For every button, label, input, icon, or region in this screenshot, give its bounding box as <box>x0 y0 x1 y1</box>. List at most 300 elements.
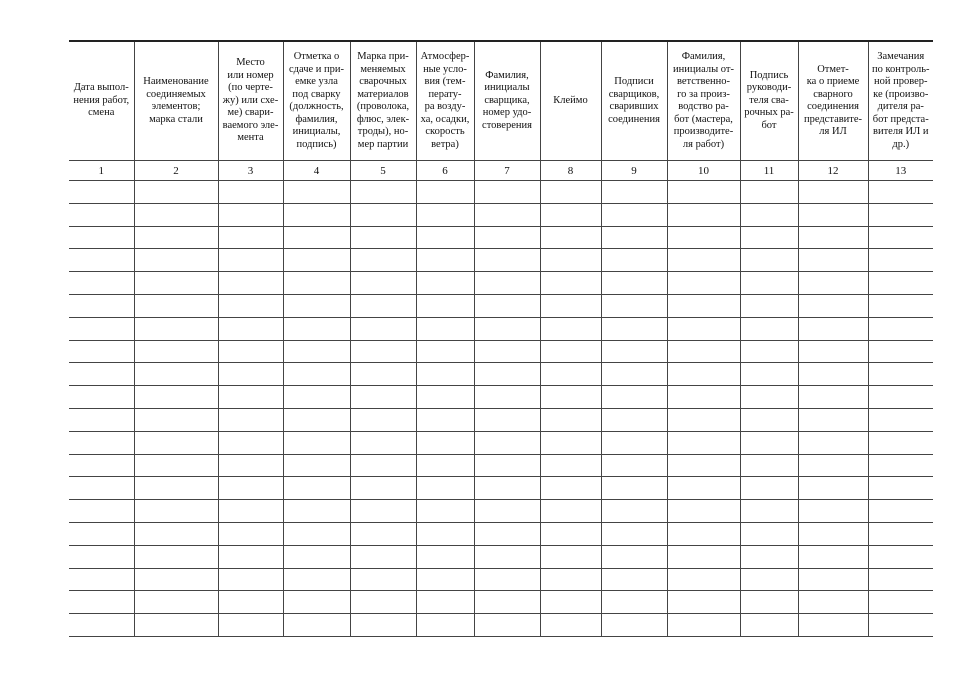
table-cell <box>134 431 218 454</box>
table-cell <box>667 522 740 545</box>
table-cell <box>601 545 667 568</box>
table-cell <box>69 386 134 409</box>
table-cell <box>798 568 868 591</box>
table-row <box>69 591 933 614</box>
table-cell <box>134 340 218 363</box>
table-row <box>69 386 933 409</box>
table-cell <box>134 408 218 431</box>
table-cell <box>416 340 474 363</box>
table-cell <box>601 522 667 545</box>
table-cell <box>283 522 350 545</box>
table-cell <box>667 386 740 409</box>
column-number: 2 <box>134 161 218 181</box>
column-header-text: Марка при- меняемых сварочных материалов (проволока, флюс, элек- троды), но- мер партии <box>356 51 410 150</box>
table-cell <box>218 363 283 386</box>
table-cell <box>283 614 350 637</box>
column-header-remarks <box>868 41 933 161</box>
table-cell <box>540 568 601 591</box>
table-cell <box>667 340 740 363</box>
table-cell <box>540 454 601 477</box>
table-cell <box>540 431 601 454</box>
table-cell <box>667 591 740 614</box>
table-cell <box>540 363 601 386</box>
table-cell <box>69 294 134 317</box>
table-cell <box>740 477 798 500</box>
journal-body <box>69 181 933 637</box>
table-cell <box>868 408 933 431</box>
table-cell <box>416 386 474 409</box>
table-cell <box>740 386 798 409</box>
table-cell <box>69 203 134 226</box>
table-cell <box>601 477 667 500</box>
table-cell <box>868 226 933 249</box>
table-cell <box>283 249 350 272</box>
table-cell <box>667 294 740 317</box>
table-cell <box>868 614 933 637</box>
table-cell <box>798 408 868 431</box>
column-header-acceptance-mark <box>283 41 350 161</box>
table-cell <box>667 272 740 295</box>
table-cell <box>350 249 416 272</box>
table-cell <box>218 522 283 545</box>
table-cell <box>283 340 350 363</box>
table-cell <box>350 408 416 431</box>
table-row <box>69 226 933 249</box>
table-cell <box>474 317 540 340</box>
table-cell <box>350 294 416 317</box>
table-cell <box>868 340 933 363</box>
column-header-welder-signatures <box>601 41 667 161</box>
column-header-text: Фамилия, инициалы от- ветственно- го за произ- водство ра- бот (мастера, производите- ля работ) <box>673 51 734 150</box>
table-cell <box>540 614 601 637</box>
table-cell <box>868 386 933 409</box>
table-cell <box>350 317 416 340</box>
column-number-row <box>69 161 933 181</box>
table-cell <box>283 317 350 340</box>
table-cell <box>868 272 933 295</box>
table-cell <box>350 431 416 454</box>
table-cell <box>601 431 667 454</box>
table-cell <box>740 272 798 295</box>
table-cell <box>667 317 740 340</box>
table-cell <box>134 522 218 545</box>
table-cell <box>540 294 601 317</box>
table-cell <box>601 408 667 431</box>
table-cell <box>868 363 933 386</box>
table-cell <box>740 591 798 614</box>
table-cell <box>350 272 416 295</box>
table-cell <box>218 386 283 409</box>
table-cell <box>667 363 740 386</box>
table-cell <box>134 477 218 500</box>
table-cell <box>601 249 667 272</box>
table-row <box>69 363 933 386</box>
table-cell <box>601 294 667 317</box>
column-header-text: Подпись руководи- теля сва- рочных ра- бот <box>744 69 794 131</box>
table-row <box>69 294 933 317</box>
table-cell <box>540 500 601 523</box>
table-cell <box>69 545 134 568</box>
table-cell <box>540 181 601 204</box>
table-row <box>69 272 933 295</box>
column-number: 13 <box>868 161 933 181</box>
table-cell <box>474 181 540 204</box>
column-number: 10 <box>667 161 740 181</box>
table-row <box>69 454 933 477</box>
column-header-text: Атмосфер- ные усло- вия (тем- перату- ра возду- ха, осадки, скорость ветра) <box>420 51 470 150</box>
table-cell <box>134 454 218 477</box>
table-cell <box>69 272 134 295</box>
column-number: 11 <box>740 161 798 181</box>
table-cell <box>416 500 474 523</box>
table-cell <box>667 454 740 477</box>
table-cell <box>868 568 933 591</box>
table-cell <box>283 431 350 454</box>
table-cell <box>416 454 474 477</box>
table-cell <box>69 363 134 386</box>
table-cell <box>283 181 350 204</box>
table-cell <box>667 431 740 454</box>
table-cell <box>69 568 134 591</box>
table-cell <box>798 181 868 204</box>
table-cell <box>740 568 798 591</box>
table-cell <box>218 614 283 637</box>
table-cell <box>350 226 416 249</box>
table-cell <box>601 500 667 523</box>
table-cell <box>474 454 540 477</box>
table-cell <box>69 477 134 500</box>
table-cell <box>218 272 283 295</box>
table-cell <box>798 203 868 226</box>
column-header-date <box>69 41 134 161</box>
table-cell <box>283 568 350 591</box>
table-cell <box>69 408 134 431</box>
table-cell <box>69 454 134 477</box>
column-header-text: Дата выпол- нения работ, смена <box>73 82 130 119</box>
table-row <box>69 340 933 363</box>
table-cell <box>540 477 601 500</box>
table-cell <box>218 568 283 591</box>
table-cell <box>283 545 350 568</box>
table-cell <box>667 568 740 591</box>
table-cell <box>134 181 218 204</box>
table-cell <box>218 226 283 249</box>
table-cell <box>667 181 740 204</box>
table-cell <box>283 363 350 386</box>
table-cell <box>540 340 601 363</box>
table-cell <box>416 203 474 226</box>
table-cell <box>667 408 740 431</box>
table-cell <box>69 340 134 363</box>
table-cell <box>416 226 474 249</box>
table-cell <box>474 203 540 226</box>
table-cell <box>798 272 868 295</box>
column-header-elements <box>134 41 218 161</box>
table-cell <box>667 249 740 272</box>
table-cell <box>740 203 798 226</box>
table-cell <box>740 226 798 249</box>
table-cell <box>667 226 740 249</box>
table-cell <box>134 317 218 340</box>
column-header-responsible <box>667 41 740 161</box>
table-cell <box>283 226 350 249</box>
table-cell <box>540 591 601 614</box>
table-cell <box>540 203 601 226</box>
table-cell <box>601 591 667 614</box>
table-cell <box>416 545 474 568</box>
table-cell <box>69 500 134 523</box>
column-header-text: Замечания по контроль- ной провер- ке (произво- дителя ра- бот предста- вителя ИЛ и др.) <box>871 51 930 150</box>
table-cell <box>416 614 474 637</box>
table-cell <box>416 363 474 386</box>
column-number: 12 <box>798 161 868 181</box>
table-cell <box>740 340 798 363</box>
table-cell <box>601 386 667 409</box>
table-cell <box>740 363 798 386</box>
table-cell <box>218 591 283 614</box>
table-cell <box>868 203 933 226</box>
table-cell <box>416 249 474 272</box>
table-cell <box>69 181 134 204</box>
table-cell <box>134 226 218 249</box>
table-cell <box>474 431 540 454</box>
table-cell <box>134 614 218 637</box>
table-cell <box>601 454 667 477</box>
column-header-weather <box>416 41 474 161</box>
column-number: 6 <box>416 161 474 181</box>
table-cell <box>798 545 868 568</box>
column-header-text: Клеймо <box>553 94 588 106</box>
table-cell <box>218 431 283 454</box>
table-cell <box>740 545 798 568</box>
table-cell <box>740 454 798 477</box>
table-cell <box>474 614 540 637</box>
column-number: 9 <box>601 161 667 181</box>
table-cell <box>218 203 283 226</box>
table-cell <box>798 363 868 386</box>
table-cell <box>667 477 740 500</box>
table-cell <box>283 272 350 295</box>
table-cell <box>667 500 740 523</box>
column-header-lab-acceptance <box>798 41 868 161</box>
table-cell <box>69 317 134 340</box>
table-cell <box>868 522 933 545</box>
table-cell <box>218 454 283 477</box>
column-header-stamp <box>540 41 601 161</box>
table-cell <box>868 500 933 523</box>
table-cell <box>416 568 474 591</box>
table-cell <box>740 181 798 204</box>
table-cell <box>798 454 868 477</box>
table-cell <box>601 181 667 204</box>
table-row <box>69 203 933 226</box>
table-cell <box>350 477 416 500</box>
table-cell <box>601 363 667 386</box>
table-cell <box>601 614 667 637</box>
table-cell <box>350 568 416 591</box>
table-cell <box>283 203 350 226</box>
column-number: 5 <box>350 161 416 181</box>
column-number: 3 <box>218 161 283 181</box>
table-cell <box>134 363 218 386</box>
table-cell <box>740 522 798 545</box>
table-cell <box>350 454 416 477</box>
table-cell <box>868 249 933 272</box>
table-cell <box>540 522 601 545</box>
table-cell <box>350 363 416 386</box>
table-cell <box>868 181 933 204</box>
table-row <box>69 477 933 500</box>
table-cell <box>283 386 350 409</box>
table-cell <box>416 408 474 431</box>
table-cell <box>134 272 218 295</box>
table-cell <box>69 591 134 614</box>
table-cell <box>667 203 740 226</box>
table-cell <box>134 386 218 409</box>
table-cell <box>474 522 540 545</box>
table-cell <box>218 294 283 317</box>
table-cell <box>416 477 474 500</box>
table-cell <box>474 294 540 317</box>
header-row <box>69 41 933 161</box>
table-cell <box>540 249 601 272</box>
table-cell <box>474 568 540 591</box>
table-cell <box>474 249 540 272</box>
table-row <box>69 431 933 454</box>
table-row <box>69 522 933 545</box>
table-cell <box>416 591 474 614</box>
table-cell <box>416 294 474 317</box>
table-cell <box>134 249 218 272</box>
table-cell <box>69 522 134 545</box>
welding-journal-table <box>69 40 933 637</box>
table-cell <box>474 386 540 409</box>
table-row <box>69 614 933 637</box>
table-cell <box>740 614 798 637</box>
column-number: 1 <box>69 161 134 181</box>
table-cell <box>69 226 134 249</box>
column-number: 4 <box>283 161 350 181</box>
table-cell <box>350 522 416 545</box>
table-cell <box>134 203 218 226</box>
table-cell <box>283 408 350 431</box>
table-cell <box>474 340 540 363</box>
table-cell <box>540 272 601 295</box>
column-header-location <box>218 41 283 161</box>
column-number: 7 <box>474 161 540 181</box>
table-cell <box>134 591 218 614</box>
journal-sheet <box>69 40 933 637</box>
table-cell <box>798 249 868 272</box>
table-cell <box>601 272 667 295</box>
table-cell <box>69 249 134 272</box>
table-cell <box>218 181 283 204</box>
table-cell <box>283 500 350 523</box>
column-header-text: Отметка о сдаче и при- емке узла под сварку (должность, фамилия, инициалы, подпись) <box>288 51 345 150</box>
table-cell <box>798 522 868 545</box>
table-cell <box>474 272 540 295</box>
table-cell <box>798 591 868 614</box>
column-header-text: Место или номер (по черте- жу) или схе- ме) свари- ваемого эле- мента <box>222 57 279 144</box>
table-cell <box>474 545 540 568</box>
table-cell <box>218 249 283 272</box>
table-cell <box>540 386 601 409</box>
table-cell <box>798 340 868 363</box>
table-cell <box>134 294 218 317</box>
table-cell <box>69 614 134 637</box>
column-header-welder <box>474 41 540 161</box>
table-cell <box>416 181 474 204</box>
table-cell <box>540 226 601 249</box>
table-cell <box>416 431 474 454</box>
table-cell <box>474 477 540 500</box>
table-cell <box>474 408 540 431</box>
table-cell <box>283 294 350 317</box>
table-cell <box>474 226 540 249</box>
table-cell <box>350 614 416 637</box>
table-row <box>69 181 933 204</box>
column-header-materials <box>350 41 416 161</box>
table-cell <box>350 181 416 204</box>
column-header-supervisor-signature <box>740 41 798 161</box>
table-cell <box>667 545 740 568</box>
table-cell <box>134 545 218 568</box>
table-cell <box>474 363 540 386</box>
table-cell <box>350 203 416 226</box>
table-cell <box>740 317 798 340</box>
table-cell <box>540 408 601 431</box>
column-header-text: Наименование соединяемых элементов; марка стали <box>143 76 209 125</box>
table-cell <box>283 591 350 614</box>
table-cell <box>416 272 474 295</box>
column-header-text: Подписи сварщиков, сваривших соединения <box>608 76 660 125</box>
table-cell <box>868 294 933 317</box>
table-cell <box>740 408 798 431</box>
table-cell <box>868 454 933 477</box>
table-cell <box>218 408 283 431</box>
table-cell <box>218 477 283 500</box>
table-cell <box>69 431 134 454</box>
table-cell <box>601 226 667 249</box>
column-header-text: Отмет- ка о приеме сварного соединения представите- ля ИЛ <box>803 63 863 137</box>
table-cell <box>218 340 283 363</box>
table-cell <box>218 545 283 568</box>
table-cell <box>868 431 933 454</box>
table-cell <box>350 545 416 568</box>
table-cell <box>350 340 416 363</box>
table-cell <box>740 431 798 454</box>
table-row <box>69 568 933 591</box>
column-number: 8 <box>540 161 601 181</box>
table-cell <box>601 340 667 363</box>
table-cell <box>350 500 416 523</box>
table-cell <box>798 500 868 523</box>
table-cell <box>740 500 798 523</box>
table-cell <box>798 294 868 317</box>
table-row <box>69 500 933 523</box>
table-cell <box>134 500 218 523</box>
table-cell <box>798 317 868 340</box>
table-cell <box>868 317 933 340</box>
table-cell <box>283 477 350 500</box>
table-cell <box>350 591 416 614</box>
table-cell <box>416 522 474 545</box>
table-cell <box>283 454 350 477</box>
table-cell <box>601 203 667 226</box>
table-cell <box>798 477 868 500</box>
table-cell <box>798 431 868 454</box>
table-cell <box>868 591 933 614</box>
